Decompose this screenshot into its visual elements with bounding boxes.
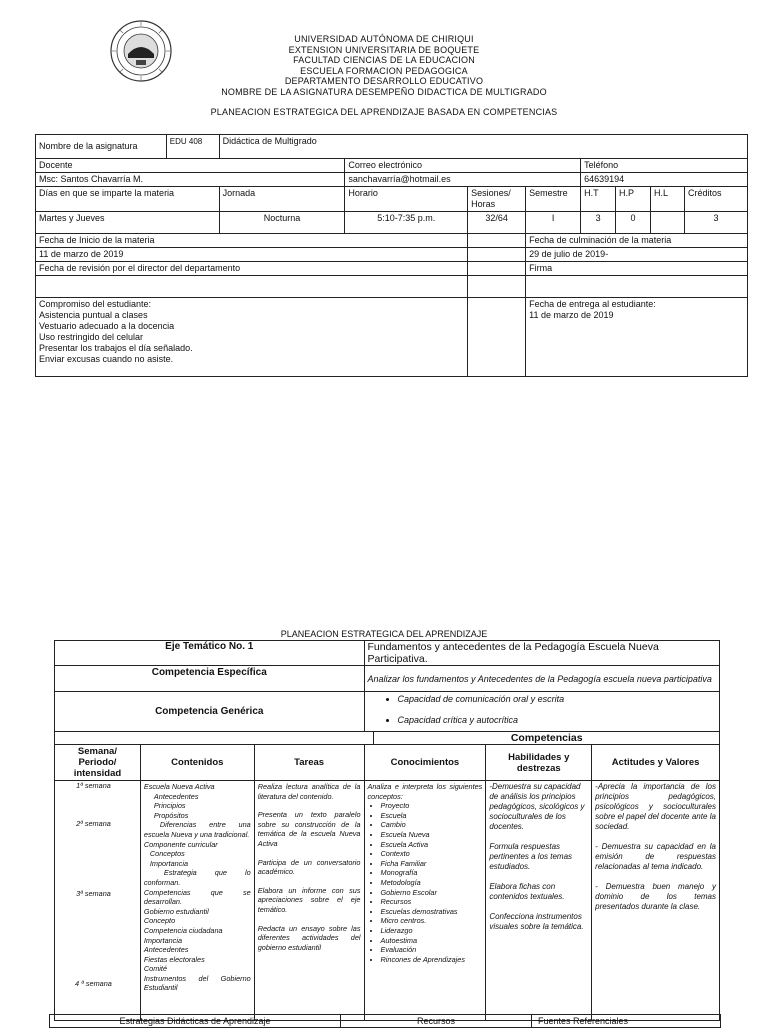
contenido-item: Escuela Nueva Activa	[143, 782, 215, 791]
contenido-item: Gobierno estudiantil	[143, 906, 209, 916]
habilidades-cell	[486, 781, 592, 1021]
header-line: DEPARTAMENTO DESARROLLO EDUCATIVO	[284, 76, 484, 87]
header-line: UNIVERSIDAD AUTÓNOMA DE CHIRIQUI	[294, 34, 474, 44]
blank-cell	[468, 234, 526, 248]
firma-value	[526, 276, 748, 298]
hp-label: H.P	[616, 187, 651, 212]
contenido-item: Importancia	[143, 935, 183, 945]
conocimiento-item: • Micro centros.	[381, 916, 483, 926]
course-name: Didáctica de Multigrado	[219, 135, 747, 159]
habilidad-item: Confecciona instrumentos visuales sobre la temática.	[489, 912, 584, 931]
semana-label: 4 ª semana	[75, 979, 112, 988]
contenido-item: Propósitos	[153, 810, 189, 820]
col-actitudes: Actitudes y Valores	[592, 745, 720, 781]
tarea-item: Redacta un ensayo sobre las diferentes actividades del gobierno estudiantil	[257, 923, 361, 952]
semestre-value: I	[526, 212, 581, 234]
col-tareas: Tareas	[254, 745, 364, 781]
footer-fuentes: Fuentes Referenciales	[532, 1015, 721, 1028]
conocimiento-item: • Escuela Nueva	[381, 830, 483, 840]
firma-label: Firma	[526, 262, 748, 276]
hp-value: 0	[616, 212, 651, 234]
gen-item: • Capacidad crítica y autocrítica	[398, 715, 717, 725]
habilidad-item: Formula respuestas pertinentes a los temas estudiados.	[489, 842, 573, 871]
header-line: FACULTAD CIENCIAS DE LA EDUCACION	[293, 55, 475, 66]
blank-cell	[468, 262, 526, 276]
conocimiento-item: • Liderazgo	[381, 926, 483, 936]
habilidad-item: -Demuestra su capacidad de análisis los principios pedagógicos, sicológicos y socioculturales de los docentes.	[489, 782, 585, 831]
course-info-table	[35, 134, 748, 377]
horario-value: 5:10-7:35 p.m.	[345, 212, 468, 234]
col-contenidos: Contenidos	[140, 745, 254, 781]
actitud-item: - Demuestra su capacidad en la emisión de respuestas relacionadas al tema indicado.	[595, 842, 716, 871]
contenido-item: Diferencias entre una escuela Nueva y una tradicional.	[143, 820, 251, 839]
contenido-item: Antecedentes	[143, 945, 189, 955]
habilidad-item: Elabora fichas con contenidos textuales.	[489, 882, 565, 901]
header-line: ESCUELA FORMACION PEDAGOGICA	[300, 65, 468, 76]
telefono-label: Teléfono	[581, 159, 748, 173]
jornada-value: Nocturna	[219, 212, 345, 234]
dias-value: Martes y Jueves	[36, 212, 220, 234]
plan-title: PLANEACION ESTRATEGICA DEL APRENDIZAJE	[280, 629, 488, 639]
conocimientos-intro: Analiza e interpreta los siguientes conceptos:	[367, 782, 483, 801]
col-habilidades: Habilidades y destrezas	[486, 745, 592, 781]
dias-label: Días en que se imparte la materia	[36, 187, 220, 212]
blank-cell	[468, 298, 526, 377]
blank-cell	[468, 276, 526, 298]
esp-value: Analizar los fundamentos y Antecedentes de la Pedagogía escuela nueva participativa	[364, 666, 720, 692]
horario-label: Horario	[345, 187, 468, 212]
compromiso-line: Presentar los trabajos el día señalado.	[39, 343, 193, 353]
entrega-line: 11 de marzo de 2019	[529, 310, 614, 320]
tareas-cell	[254, 781, 364, 1021]
compromiso-line: Vestuario adecuado a la docencia	[39, 321, 175, 331]
conocimiento-item: • Contexto	[381, 849, 483, 859]
correo-label: Correo electrónico	[345, 159, 581, 173]
correo-value: sanchavarría@hotmail.es	[345, 173, 581, 187]
gen-value	[364, 692, 720, 732]
ht-value: 3	[581, 212, 616, 234]
docente-label: Docente	[36, 159, 345, 173]
culminacion-label: Fecha de culminación de la materia	[526, 234, 748, 248]
inicio-label: Fecha de Inicio de la materia	[36, 234, 468, 248]
conocimiento-item: • Proyecto	[381, 801, 483, 811]
blank-cell	[55, 732, 374, 745]
conocimiento-item: • Escuelas demostrativas	[381, 907, 483, 917]
actitud-item: - Demuestra buen manejo y dominio de los temas presentados durante la clase.	[595, 882, 716, 911]
header-subtitle: PLANEACION ESTRATEGICA DEL APRENDIZAJE BASADA EN COMPETENCIAS	[210, 106, 558, 117]
contenido-item: Instrumentos del Gobierno Estudiantil	[143, 973, 251, 993]
contenido-item: Competencia ciudadana	[143, 925, 223, 935]
tarea-item: Presenta un texto paralelo sobre su construcción de la temática de la escuela Nueva Activa	[257, 810, 361, 848]
col-conocimientos: Conocimientos	[364, 745, 486, 781]
conocimiento-item: • Cambio	[381, 820, 483, 830]
header-line: EXTENSION UNIVERSITARIA DE BOQUETE	[288, 44, 480, 55]
conocimiento-item: • Autoestima	[381, 936, 483, 946]
gen-label: Competencia Genérica	[55, 692, 365, 732]
competencias-label: Competencias	[374, 732, 720, 745]
compromiso-line: Uso restringido del celular	[39, 332, 144, 342]
compromiso-line: Asistencia puntual a clases	[39, 310, 148, 320]
conocimiento-item: • Gobierno Escolar	[381, 888, 483, 898]
contenido-item: Comité	[143, 964, 168, 974]
contenido-item: Principios	[153, 801, 186, 811]
telefono-value: 64639194	[581, 173, 748, 187]
tarea-item: Elabora un informe con sus apreciaciones sobre el eje temático.	[257, 885, 361, 914]
contenido-item: Componente curricular	[143, 839, 218, 849]
semana-label: 2ª semana	[76, 819, 111, 828]
actitud-item: -Aprecia la importancia de los principios pedagógicos, psicológicos y socioculturales sobre el papel del docente ante la sociedad.	[595, 782, 716, 831]
eje-value: Fundamentos y antecedentes de la Pedagogía Escuela Nueva Participativa.	[364, 641, 720, 666]
footer-recursos: Recursos	[341, 1015, 532, 1028]
footer-estrategias: Estrategias Didácticas de Aprendizaje	[50, 1015, 341, 1028]
esp-label: Competencia Específica	[55, 666, 365, 692]
creditos-label: Créditos	[684, 187, 747, 212]
asignatura-label: Nombre de la asignatura	[36, 135, 167, 159]
semestre-label: Semestre	[526, 187, 581, 212]
plan-table	[54, 640, 720, 1021]
sesiones-value: 32/64	[468, 212, 526, 234]
conocimiento-item: • Evaluación	[381, 945, 483, 955]
hl-label: H.L	[651, 187, 685, 212]
revision-label: Fecha de revisión por el director del departamento	[36, 262, 468, 276]
compromiso-line: Compromiso del estudiante:	[39, 299, 152, 309]
semana-label: 3ª semana	[76, 889, 111, 898]
culminacion-value: 29 de julio de 2019-	[526, 248, 748, 262]
conocimiento-item: • Escuela Activa	[381, 840, 483, 850]
entrega-line: Fecha de entrega al estudiante:	[529, 299, 656, 309]
course-code: EDU 408	[166, 135, 219, 159]
contenido-item: Competencias que se desarrollan.	[143, 887, 251, 907]
eje-label: Eje Temático No. 1	[55, 641, 365, 666]
docente-value: Msc: Santos Chavarría M.	[36, 173, 345, 187]
compromiso-line: Enviar excusas cuando no asiste.	[39, 354, 174, 364]
conocimiento-item: • Escuela	[381, 811, 483, 821]
conocimiento-item: • Monografía	[381, 868, 483, 878]
contenido-item: Antecedentes	[153, 791, 199, 801]
header-line: NOMBRE DE LA ASIGNATURA DESEMPEÑO DIDACTICA DE MULTIGRADO	[221, 86, 547, 97]
jornada-label: Jornada	[219, 187, 345, 212]
document-header	[0, 34, 768, 117]
blank-cell	[36, 276, 468, 298]
hl-value	[651, 212, 685, 234]
gen-item: • Capacidad de comunicación oral y escrita	[398, 694, 717, 704]
creditos-value: 3	[684, 212, 747, 234]
conocimiento-item: • Metodología	[381, 878, 483, 888]
contenidos-cell	[140, 781, 254, 1021]
conocimiento-item: • Ficha Familiar	[381, 859, 483, 869]
contenido-item: Concepto	[143, 916, 176, 926]
footer-table	[49, 1014, 721, 1028]
entrega-cell	[526, 298, 748, 377]
actitudes-cell	[592, 781, 720, 1021]
conocimiento-item: • Recursos	[381, 897, 483, 907]
tarea-item: Realiza lectura analítica de la literatura del contenido.	[257, 782, 361, 801]
semana-label: 1ª semana	[76, 781, 111, 790]
col-semana: Semana/ Periodo/ intensidad	[55, 745, 141, 781]
conocimientos-list	[368, 801, 483, 964]
contenido-item: Estrategia que lo conforman.	[143, 868, 251, 887]
compromiso-cell	[36, 298, 468, 377]
semanas-cell	[55, 781, 141, 1021]
tarea-item: Participa de un conversatorio académico.	[257, 857, 361, 877]
blank-cell	[468, 248, 526, 262]
contenido-item: Fiestas electorales	[143, 954, 205, 964]
contenido-item: Importancia	[149, 858, 189, 868]
conocimientos-cell	[364, 781, 486, 1021]
sesiones-label: Sesiones/ Horas	[468, 187, 526, 212]
ht-label: H.T	[581, 187, 616, 212]
inicio-value: 11 de marzo de 2019	[36, 248, 468, 262]
conocimiento-item: • Rincones de Aprendizajes	[381, 955, 483, 965]
contenido-item: Conceptos	[149, 849, 185, 859]
